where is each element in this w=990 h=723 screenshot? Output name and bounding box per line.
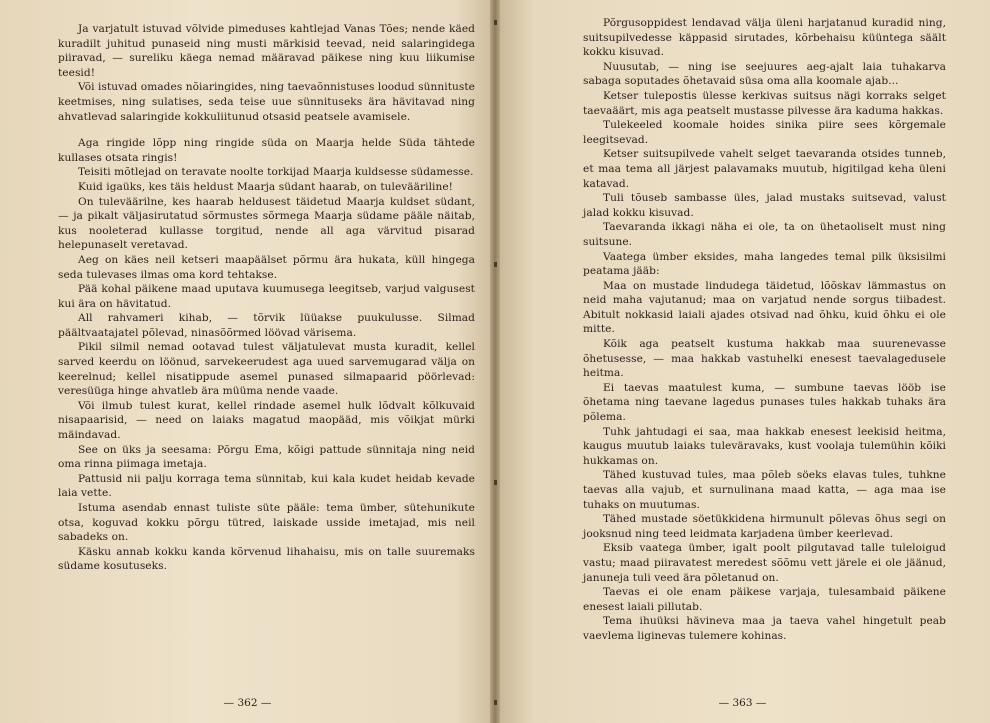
paragraph: Tuli tõuseb sambasse üles, jalad mustaks suitsevad, valust jalad kokku kisuvad. bbox=[583, 192, 946, 219]
binding-stitch bbox=[494, 262, 497, 267]
paragraph: Tähed mustade söetükkidena hirmunult põlevas õhus segi on jooksnud ning teed leidmata karjadena ümber keerlevad. bbox=[583, 513, 946, 540]
paragraph: Kõik aga peatselt kustuma hakkab maa suurenevasse õhetusesse, — maa hakkab vastuhelki enesest taevalagedusele heitma. bbox=[583, 338, 946, 380]
paragraph: Aeg on käes neil ketseri maapäälset põrmu ära hukata, küll hingega seda tulevases ilmas oma kord tehtakse. bbox=[58, 253, 475, 281]
paragraph: Maa on mustade lindudega täidetud, lõõskav lämmastus on neid maha vajutanud; maa on varjatud nende sorgus tiibadest. Abitult nokkasid laiali ajades otsivad nad õhku, kuid õhku ei ole mitte. bbox=[583, 279, 946, 336]
paragraph: Käsku annab kokku kanda kõrvenud lihahaisu, mis on talle suuremaks südame kosutuseks. bbox=[58, 545, 475, 573]
paragraph: Eksib vaatega ümber, igalt poolt pilgutavad talle tuleloigud vastu; maad piiravatest meredest sõõmu vett järele ei ole jäänud, januneja tuli veed ära põletanud on. bbox=[583, 542, 946, 584]
paragraph: Aga ringide lõpp ning ringide süda on Maarja helde Süda tähtede kullases otsata ringis! bbox=[58, 137, 475, 164]
left-page-text bbox=[58, 22, 475, 574]
binding-stitch bbox=[494, 480, 497, 485]
paragraph: All rahvameri kihab, — tõrvik lüüakse puukulusse. Silmad päältvaatajatel põlevad, ninasõõrmed löövad värisema. bbox=[58, 312, 475, 339]
paragraph: Või ilmub tulest kurat, kellel rindade asemel hulk lõdvalt kõlkuvaid nisapaarisid, — need on laiaks magatud maopääd, mis võikjat mürki mäindavad. bbox=[58, 399, 475, 442]
paragraph: Pattusid nii palju korraga tema sünnitab, kui kala kudet heidab kevade laia vette. bbox=[58, 472, 475, 500]
paragraph: Pikil silmil nemad ootavad tulest väljatulevat musta kuradit, kellel sarved keerdu on löönud, sarvekeerudest aga uued sarvemugarad välja on keerelnud; kellel nisatippude asemel punased silmapaarid pöörlevad: veresüüga hinge ahvatleb ära müüma nende vaade. bbox=[58, 341, 475, 398]
paragraph: Nuusutab, — ning ise seejuures aeg-ajalt laia tuhakarva sabaga soputades õhetavaid süsa oma alla koomale ajab... bbox=[583, 60, 946, 88]
paragraph: Ketser tulepostis ülesse kerkivas suitsus nägi korraks selget taevaäärt, mis aga peatselt mustasse pilvesse ära kaduma hakkas. bbox=[583, 89, 946, 117]
paragraph: See on üks ja seesama: Põrgu Ema, kõigi pattude sünnitaja ning neid oma rinna piimaga imetaja. bbox=[58, 443, 475, 471]
paragraph: Taevas ei ole enam päikese varjaja, tulesambaid päikene enesest laiali pillutab. bbox=[583, 586, 946, 613]
paragraph: Ketser suitsupilvede vahelt selget taevaranda otsides tunneb, et maa tema all järjest palavamaks muutub, higitilgad keha üleni katavad. bbox=[583, 148, 946, 190]
paragraph: Istuma asendab ennast tuliste süte pääle: tema ümber, sütehunikute otsa, koguvad kokku põrgu tütred, laiskade usside imetajad, mis neil sabadeks on. bbox=[58, 502, 475, 544]
book-gutter bbox=[490, 0, 500, 723]
paragraph: Põrgusoppidest lendavad välja üleni harjatanud kuradid ning, suitsupilvedesse käppasid sirutades, kõrbehaisu küüntega säält kokku kisuvad. bbox=[583, 17, 946, 59]
binding-stitch bbox=[494, 20, 497, 25]
paragraph: Tähed kustuvad tules, maa põleb söeks elavas tules, tuhkne taevas alla vajub, et surnulinana maad katta, — aga maa ise tuhaks on muutumas. bbox=[583, 469, 946, 511]
paragraph: Tulekeeled koomale hoides sinika piire sees kõrgemale leegitsevad. bbox=[583, 119, 946, 146]
paragraph: Või istuvad omades nõiaringides, ning taevaõnnistuses loodud sünnituste keetmises, ning sulatises, seda teise uue sünnituseks ära hävitavad ning ahvatlevad salaringide kokkuliitunud otsasid peatsele avamisele. bbox=[58, 81, 475, 123]
paragraph: Teisiti mõtlejad on teravate noolte torkijad Maarja kuldsesse südamesse. bbox=[78, 166, 474, 179]
paragraph: Vaatega ümber eksides, maha langedes temal pilk üksisilmi peatama jääb: bbox=[583, 250, 946, 278]
paragraph: Ei taevas maatulest kuma, — sumbune taevas lööb ise õhetama ning taevane lagedus punases tules hakkab tuhaks ära põlema. bbox=[583, 381, 946, 424]
paragraph: Tema ihuüksi hävineva maa ja taeva vahel hingetult peab vaevlema liginevas tulemere kohinas. bbox=[583, 615, 946, 642]
paragraph: Taevaranda ikkagi näha ei ole, ta on ühetaoliselt must ning suitsune. bbox=[583, 221, 946, 248]
binding-stitch bbox=[494, 700, 497, 705]
right-page bbox=[495, 0, 990, 723]
paragraph: Ja varjatult istuvad võlvide pimeduses kahtlejad Vanas Tões; nende käed kuradilt juhitud punaseid ning musti märkisid teevad, neid salaringidega piiravad, — sureliku käega nemad määravad päikese ning kuu liikumise teesid! bbox=[58, 23, 475, 79]
paragraph: Kuid igaüks, kes täis heldust Maarja südant haarab, on tulevääriline! bbox=[78, 180, 453, 193]
page-number: — 362 — bbox=[223, 697, 272, 709]
right-page-text bbox=[583, 16, 946, 644]
section-gap bbox=[58, 124, 475, 136]
paragraph: On tuleväärilne, kes haarab heldusest täidetud Maarja kuldset südant, — ja pikalt väljasirutatud sõrmustes sõrmega Maarja südame pääle näitab, kus nooleterad kullasse torgitud, nende all aga värvitud pisarad helepunaselt veretavad. bbox=[58, 195, 475, 252]
paragraph: Pää kohal päikene maad uputava kuumusega leegitseb, varjud valgusest kui ära on hävitatud. bbox=[58, 283, 475, 310]
paragraph: Tuhk jahtudagi ei saa, maa hakkab enesest leekisid heitma, kaugus muutub laiaks tuleväravaks, kust voolaja tulemühin kõiki hukkamas on. bbox=[583, 425, 946, 467]
page-number: — 363 — bbox=[718, 697, 767, 709]
